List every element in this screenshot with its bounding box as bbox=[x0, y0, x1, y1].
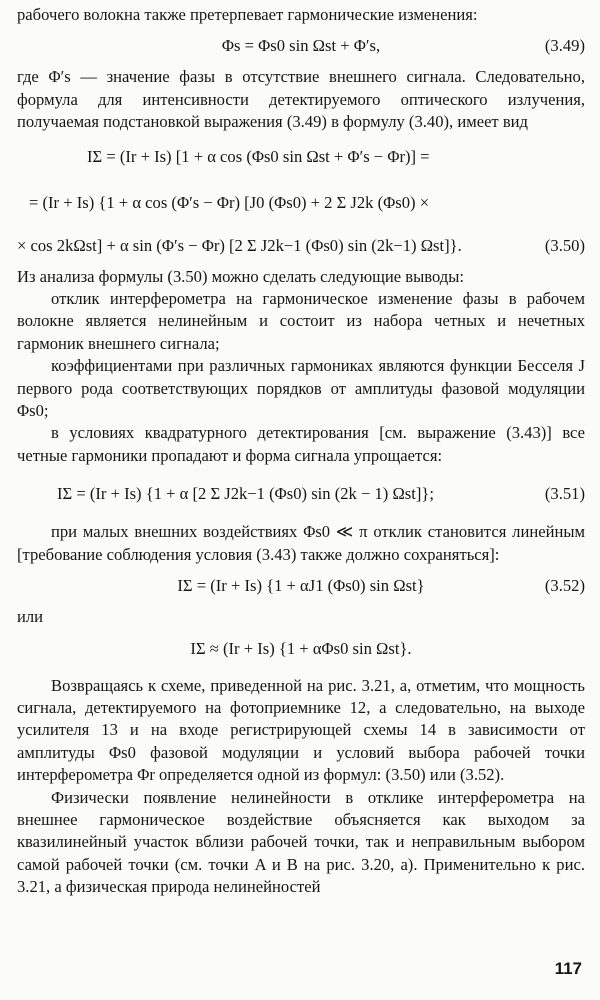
paragraph-scheme-return: Возвращаясь к схеме, приведенной на рис. 3.21, а, отметим, что мощность сигнала, детектируемого на фотоприемнике 12, а следовательно, на выходе усилителя 13 и на входе регистрирующей схемы 14 в зависимости от амплитуды Φs0 фазовой модуляции и условий выбора рабочей точки интерферометра Φr определяется одной из формул: (3.50) или (3.52). bbox=[17, 675, 585, 785]
paragraph-conclusion-quadrature: в условиях квадратурного детектирования [см. выражение (3.43)] все четные гармоники пропадают и форма сигнала упрощается: bbox=[17, 423, 585, 465]
equation-3-52-number: (3.52) bbox=[544, 576, 585, 596]
equation-3-49 bbox=[17, 26, 585, 66]
equation-3-53-formula: IΣ ≈ (Ir + Is) {1 + αΦs0 sin Ωst}. bbox=[190, 638, 412, 658]
equation-3-50-number: (3.50) bbox=[544, 235, 585, 255]
intro-paragraph: рабочего волокна также претерпевает гармонические изменения: bbox=[17, 5, 478, 24]
equation-3-49-formula: Φs = Φs0 sin Ωst + Φ′s, bbox=[221, 36, 381, 56]
equation-3-50-line-2: = (Ir + Is) {1 + α cos (Φ′s − Φr) [J0 (Φs0) + 2 Σ J2k (Φs0) × bbox=[29, 192, 430, 212]
equation-3-51 bbox=[17, 467, 585, 521]
equation-3-49-number: (3.49) bbox=[544, 36, 585, 56]
paragraph-phase-definition: где Φ′s — значение фазы в отсутствие внешнего сигнала. Следовательно, формула для интенсивности детектируемого оптического излучения, получаемая подстановкой выражения (3.49) в формулу (3.40), имеет вид bbox=[17, 67, 585, 132]
or-word: или bbox=[17, 607, 44, 627]
paragraph-conclusions-intro: Из анализа формулы (3.50) можно сделать следующие выводы: bbox=[17, 266, 465, 286]
page-number: 117 bbox=[554, 959, 582, 978]
paragraph-conclusion-bessel: коэффициентами при различных гармониках являются функции Бесселя J первого рода соответствующих порядков от амплитуды фазовой модуляции Φs0; bbox=[17, 356, 585, 421]
equation-3-50-line-1: IΣ = (Ir + Is) [1 + α cos (Φs0 sin Ωst + Φ′s − Φr)] = bbox=[87, 146, 430, 166]
page-body bbox=[17, 4, 585, 899]
equation-3-50 bbox=[17, 226, 585, 266]
equation-3-51-number: (3.51) bbox=[544, 484, 585, 504]
paragraph-conclusion-linear: при малых внешних воздействиях Φs0 ≪ π отклик становится линейным [требование соблюдения условия (3.43) также должно сохраняться]: bbox=[17, 522, 585, 564]
equation-3-51-formula: IΣ = (Ir + Is) {1 + α [2 Σ J2k−1 (Φs0) sin (2k − 1) Ωst]}; bbox=[57, 484, 434, 504]
equation-3-50-line-3: × cos 2kΩst] + α sin (Φ′s − Φr) [2 Σ J2k−1 (Φs0) sin (2k−1) Ωst]}. bbox=[17, 235, 462, 255]
equation-3-52-formula: IΣ = (Ir + Is) {1 + αJ1 (Φs0) sin Ωst} bbox=[177, 576, 425, 596]
equation-3-53 bbox=[17, 629, 585, 669]
paragraph-conclusion-nonlinear: отклик интерферометра на гармоническое изменение фазы в рабочем волокне является нелинейным и состоит из набора четных и нечетных гармоник внешнего сигнала; bbox=[17, 289, 585, 353]
equation-3-52 bbox=[17, 566, 585, 606]
paragraph-physical-nonlinearity: Физически появление нелинейности в отклике интерферометра на внешнее гармоническое воздействие объясняется как выходом за квазилинейный участок вблизи рабочей точки, так и неправильным выбором самой рабочей точки (см. точки A и B на рис. 3.20, а). Применительно к рис. 3.21, а физическая природа нелинейностей bbox=[17, 787, 585, 897]
